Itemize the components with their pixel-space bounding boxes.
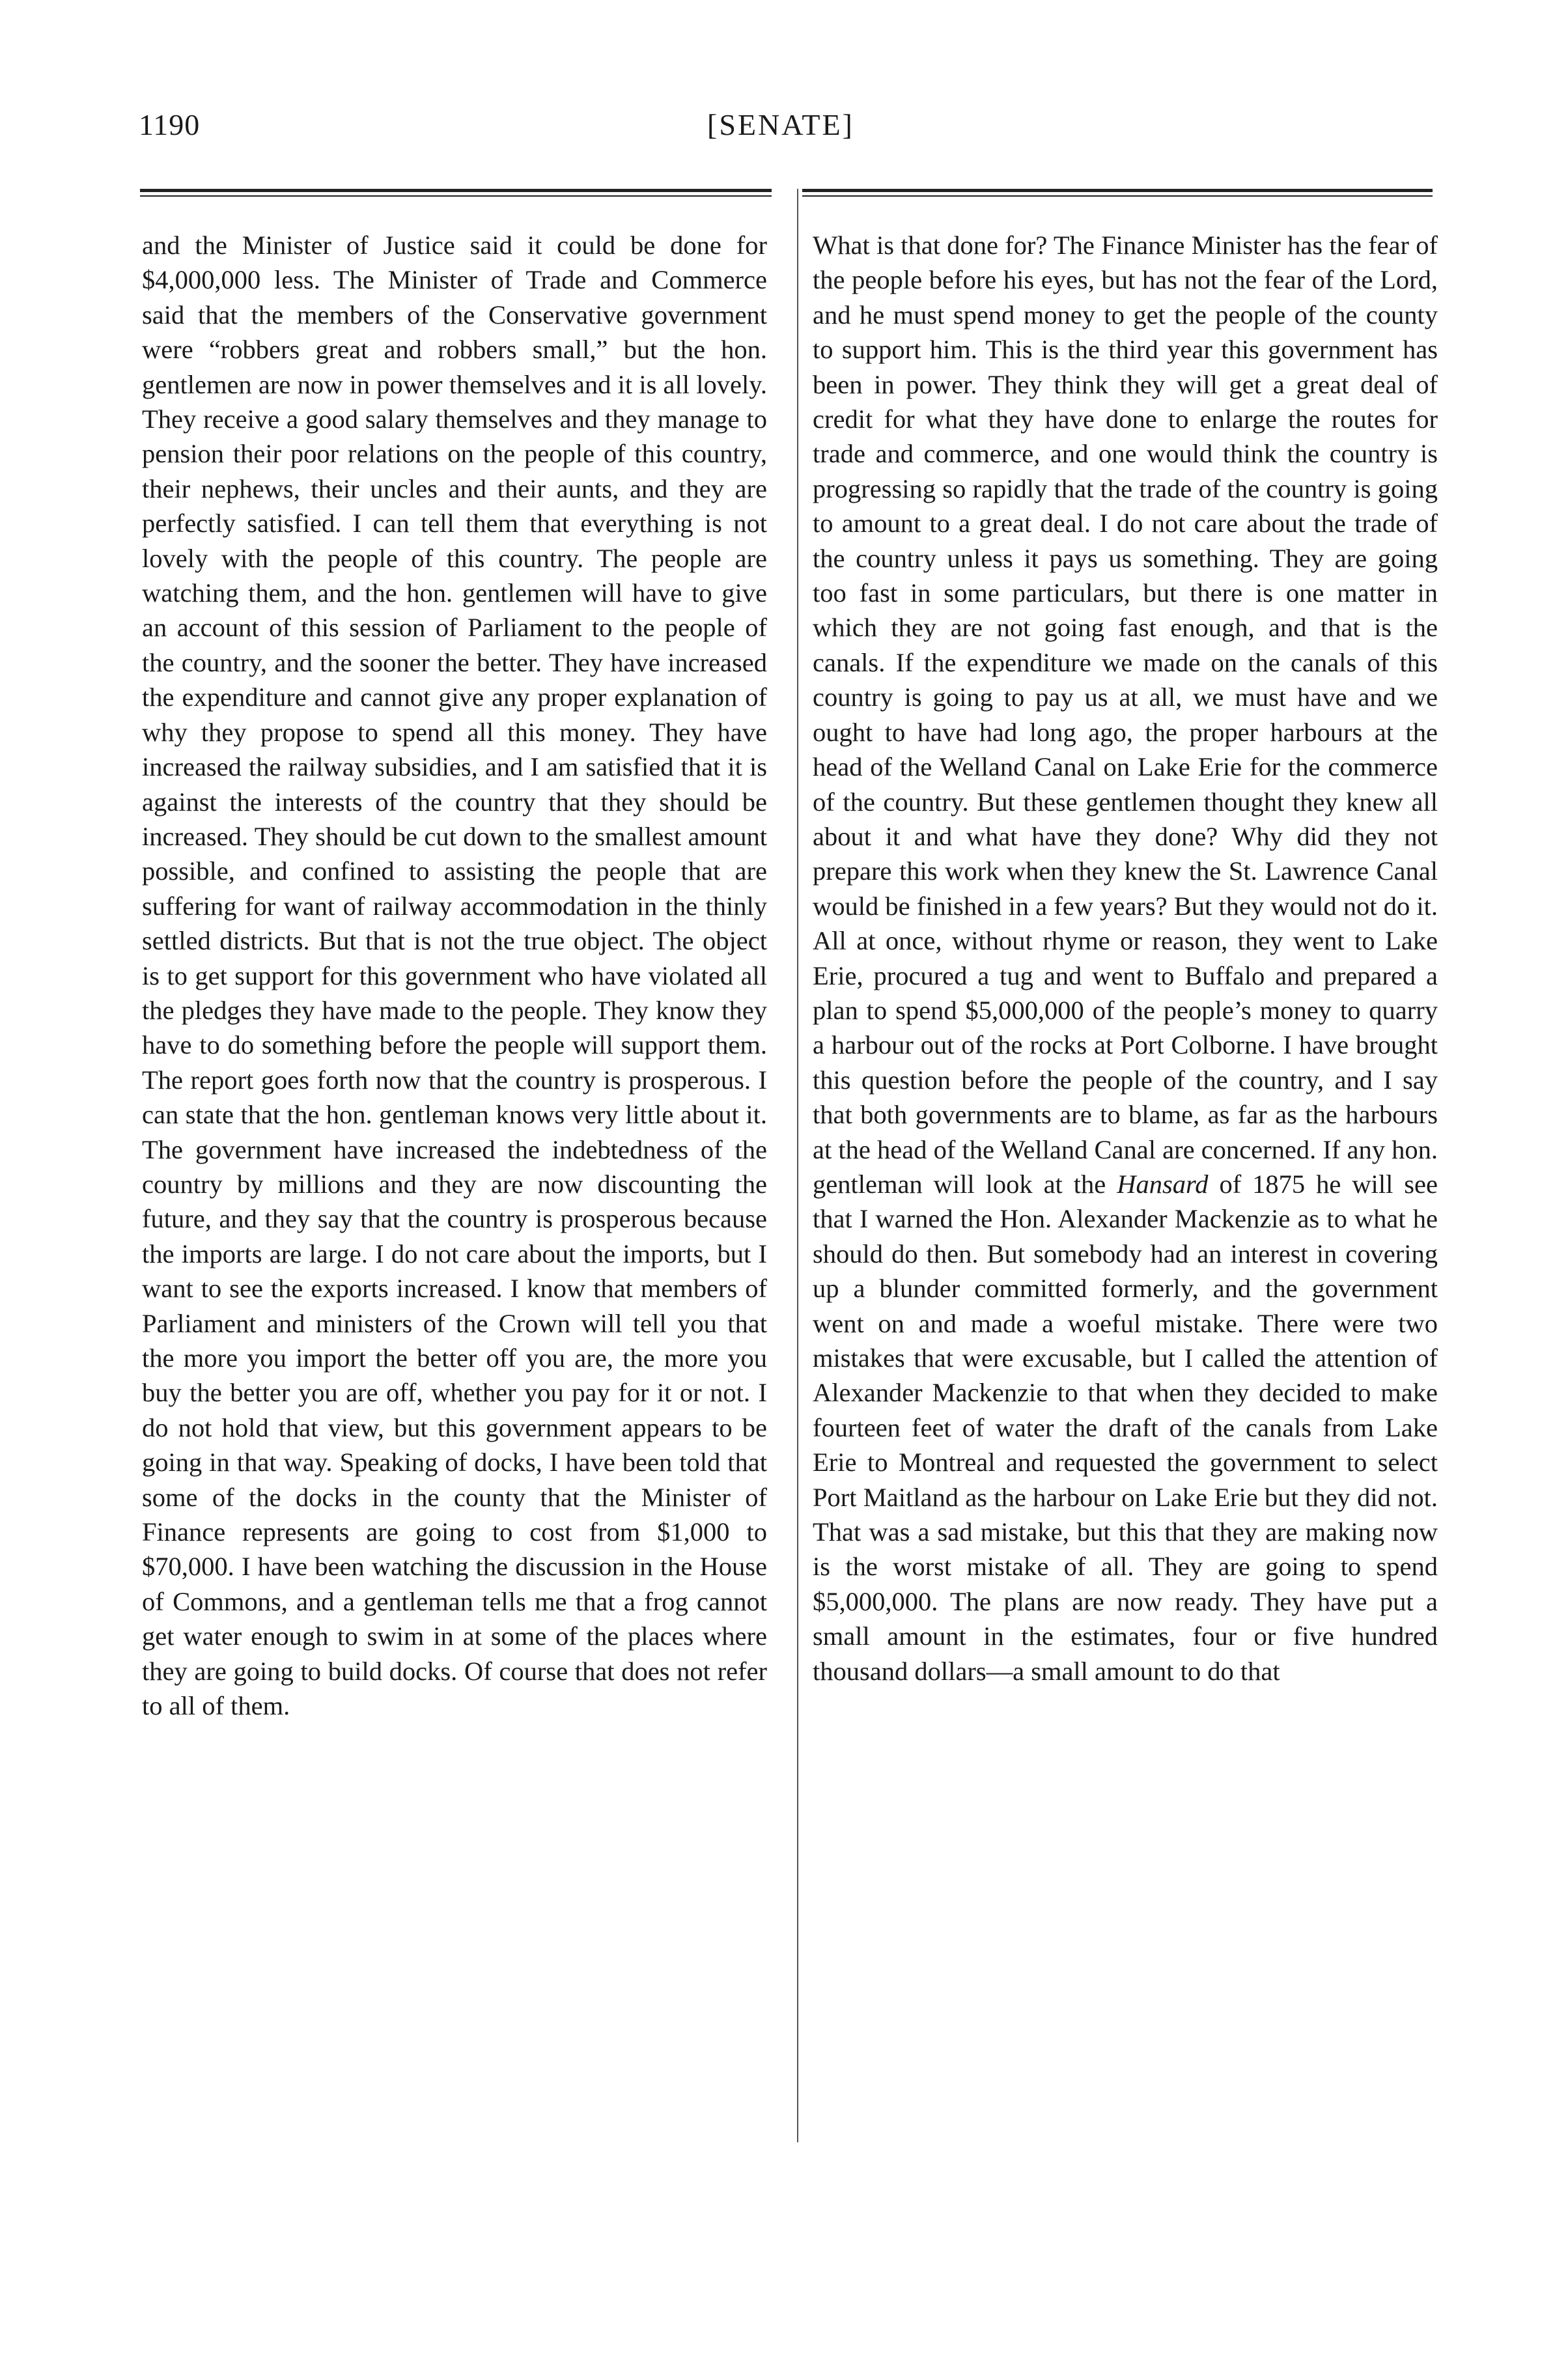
- left-column: [142, 228, 767, 1723]
- header-rule-right-thick: [802, 189, 1433, 192]
- running-head: [SENATE]: [707, 108, 854, 141]
- right-column-text: [813, 228, 1438, 1688]
- right-text-part-1: What is that done for? The Finance Minister has the fear of the people before his eyes, but has not the fear of the Lord, and he must spend money to get the people of the county to support him. This is the third year this government has been in power. They think they will get a great deal of credit for what they have done to enlarge the routes for trade and commerce, and one would think the country is progressing so rapidly that the trade of the country is going to amount to a great deal. I do not care about the trade of the country unless it pays us something. They are going too fast in some particulars, but there is one matter in which they are not going fast enough, and that is the canals. If the expenditure we made on the canals of this country is going to pay us at all, we must have and we ought to have had long ago, the proper harbours at the head of the Welland Canal on Lake Erie for the commerce of the country. But these gentlemen thought they knew all about it and what have they done? Why did they not prepare this work when they knew the St. Lawrence Canal would be finished in a few years? But they would not do it. All at once, without rhyme or reason, they went to Lake Erie, procured a tug and went to Buffalo and prepared a plan to spend $5,000,000 of the people’s money to quarry a harbour out of the rocks at Port Colborne. I have brought this question before the people of the country, and I say that both governments are to blame, as far as the harbours at the head of the Welland Canal are concerned. If any hon. gentleman will look at the: [813, 231, 1438, 1199]
- header-rule-right-thin: [802, 195, 1433, 197]
- right-column: [813, 228, 1438, 1688]
- column-divider: [797, 189, 798, 2142]
- header-rule-left-thick: [140, 189, 772, 192]
- page-header: [0, 107, 1568, 160]
- page-number: 1190: [139, 108, 201, 141]
- hansard-italic: Hansard: [1117, 1169, 1209, 1199]
- header-rule-left-thin: [140, 195, 772, 197]
- right-text-part-2: of 1875 he will see that I warned the Hon. Alexander Mackenzie as to what he should do then. But somebody had an interest in covering up a blunder committed formerly, and the government went on and made a woeful mistake. There were two mistakes that were excusable, but I called the attention of Alexander Mackenzie to that when they decided to make fourteen feet of water the draft of the canals from Lake Erie to Montreal and requested the government to select Port Maitland as the harbour on Lake Erie but they did not. That was a sad mistake, but this that they are making now is the worst mistake of all. They are going to spend $5,000,000. The plans are now ready. They have put a small amount in the estimates, four or five hundred thousand dollars—a small amount to do that: [813, 1169, 1438, 1686]
- left-column-text: and the Minister of Justice said it could be done for $4,000,000 less. The Minister of Trade and Commerce said that the members of the Conservative government were “robbers great and robbers small,” but the hon. gentlemen are now in power themselves and it is all lovely. They receive a good salary themselves and they manage to pension their poor relations on the people of this country, their nephews, their uncles and their aunts, and they are perfectly satisfied. I can tell them that everything is not lovely with the people of this country. The people are watching them, and the hon. gentlemen will have to give an account of this session of Parliament to the people of the country, and the sooner the better. They have increased the expenditure and cannot give any proper explanation of why they propose to spend all this money. They have increased the railway subsidies, and I am satisfied that it is against the interests of the country that they should be increased. They should be cut down to the smallest amount possible, and confined to assisting the people that are suffering for want of railway accommodation in the thinly settled districts. But that is not the true object. The object is to get support for this government who have violated all the pledges they have made to the people. They know they have to do something before the people will support them. The report goes forth now that the country is prosperous. I can state that the hon. gentleman knows very little about it. The government have increased the indebtedness of the country by millions and they are now discounting the future, and they say that the country is prosperous because the imports are large. I do not care about the imports, but I want to see the exports increased. I know that members of Parliament and ministers of the Crown will tell you that the more you import the better off you are, the more you buy the better you are off, whether you pay for it or not. I do not hold that view, but this government appears to be going in that way. Speaking of docks, I have been told that some of the docks in the county that the Minister of Finance represents are going to cost from $1,000 to $70,000. I have been watching the discussion in the House of Commons, and a gentleman tells me that a frog cannot get water enough to swim in at some of the places where they are going to build docks. Of course that does not refer to all of them.: [142, 231, 767, 1721]
